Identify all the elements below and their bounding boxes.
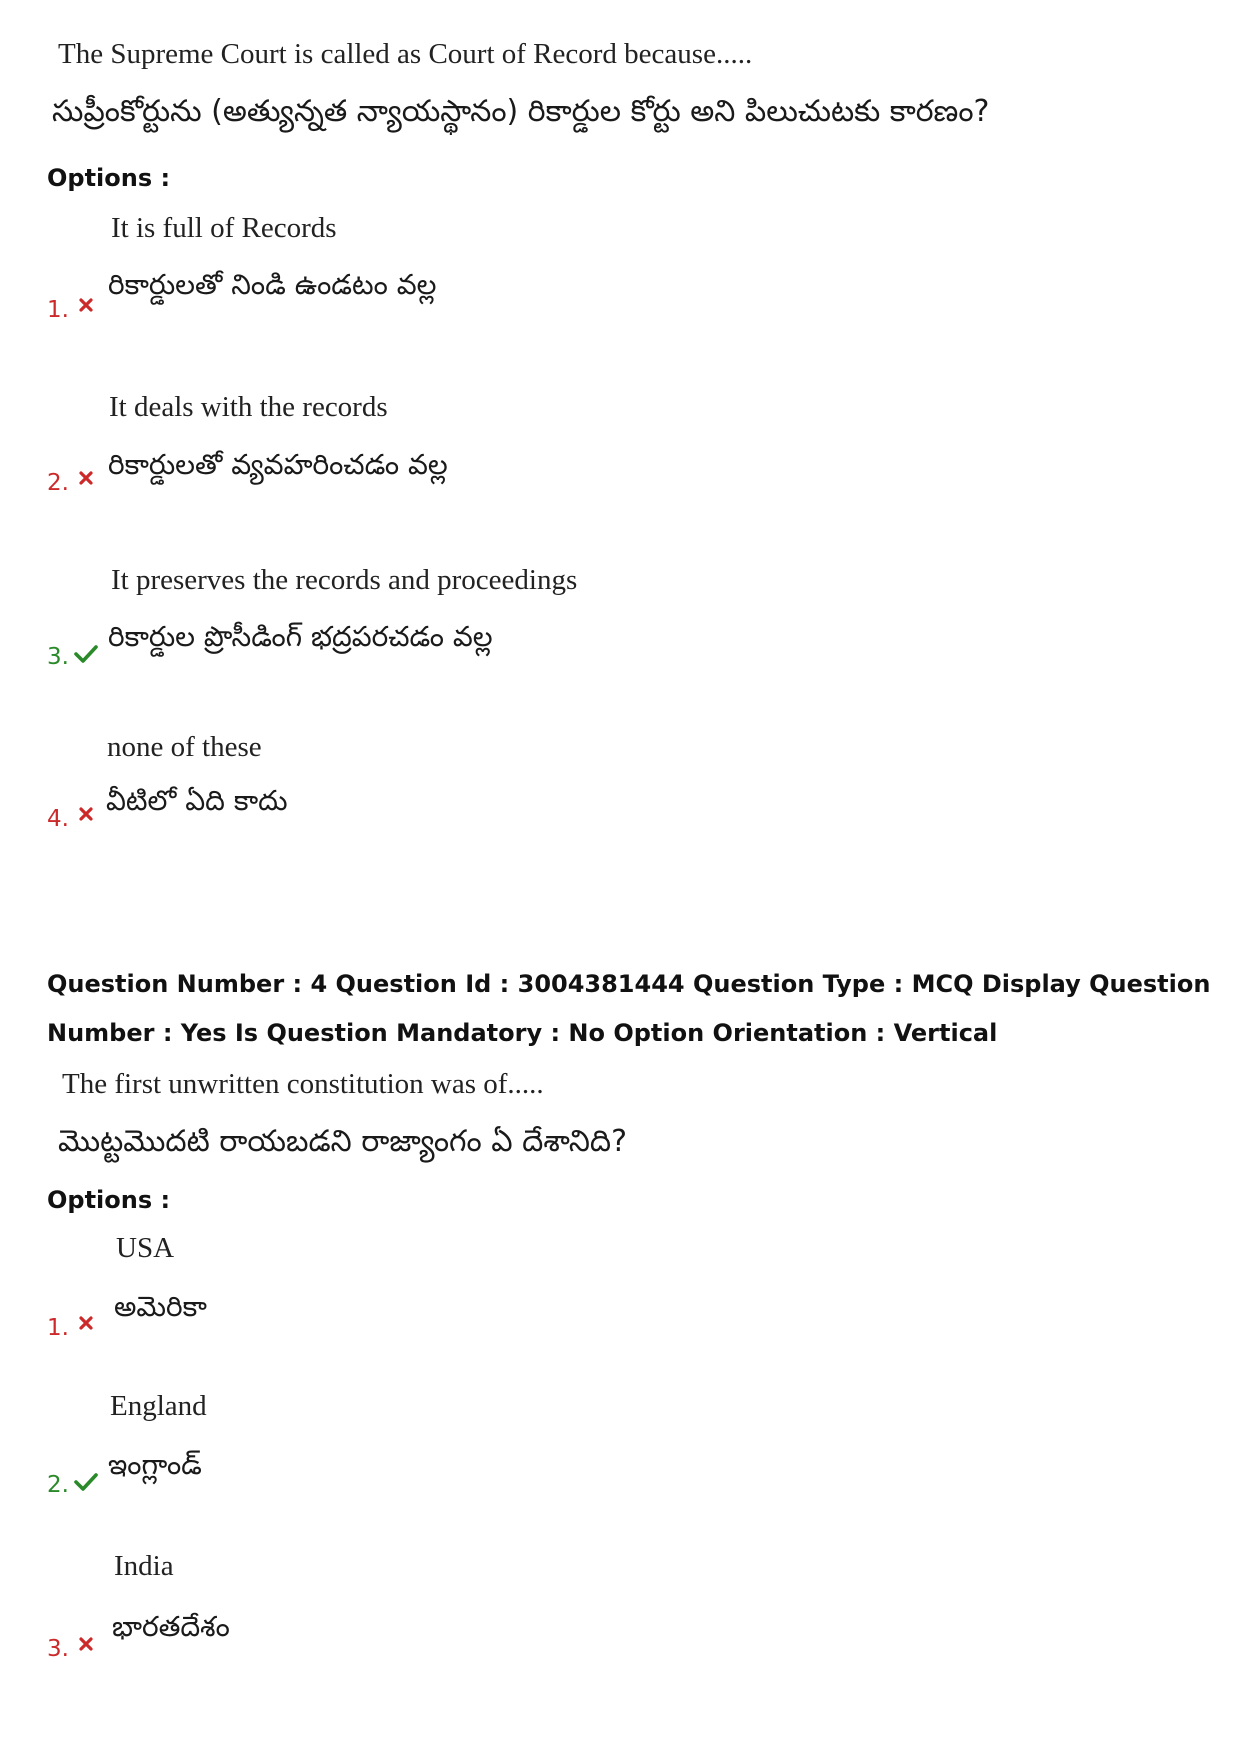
cross-icon bbox=[78, 1636, 94, 1652]
option-text-te: రికార్డులతో నిండి ఉండటం వల్ల bbox=[108, 268, 437, 301]
option-text-en: It is full of Records bbox=[111, 212, 337, 244]
option-text-en: It deals with the records bbox=[109, 391, 388, 423]
option-text-en: England bbox=[110, 1390, 207, 1422]
cross-icon bbox=[78, 1315, 94, 1331]
option-number: 4. bbox=[47, 806, 69, 832]
option-text-en: India bbox=[114, 1550, 174, 1582]
options-label: Options : bbox=[47, 164, 171, 192]
question-text-en: The Supreme Court is called as Court of Record because..... bbox=[58, 38, 753, 70]
option-number: 3. bbox=[47, 644, 69, 670]
cross-icon bbox=[78, 806, 94, 822]
option-text-en: It preserves the records and proceedings bbox=[111, 564, 578, 596]
option-text-en: USA bbox=[116, 1232, 175, 1264]
question-text-te: మొట్టమొదటి రాయబడని రాజ్యాంగం ఏ దేశానిది? bbox=[58, 1124, 628, 1159]
option-number: 2. bbox=[47, 1472, 69, 1498]
option-text-en: none of these bbox=[107, 731, 262, 763]
cross-icon bbox=[78, 470, 94, 486]
option-text-te: రికార్డులతో వ్యవహరించడం వల్ల bbox=[108, 448, 448, 481]
check-icon bbox=[74, 1472, 98, 1492]
option-text-te: అమెరికా bbox=[114, 1290, 207, 1323]
options-label: Options : bbox=[47, 1186, 171, 1214]
option-text-te: ఇంగ్లాండ్ bbox=[108, 1448, 202, 1481]
question-meta-line-1: Question Number : 4 Question Id : 3004381444 Question Type : MCQ Display Question bbox=[47, 970, 1211, 998]
option-text-te: భారతదేశం bbox=[112, 1610, 230, 1643]
option-number: 1. bbox=[47, 1315, 69, 1341]
option-number: 2. bbox=[47, 470, 69, 496]
question-text-en: The first unwritten constitution was of..... bbox=[62, 1068, 544, 1100]
cross-icon bbox=[78, 297, 94, 313]
option-text-te: రికార్డుల ప్రొసీడింగ్ భద్రపరచడం వల్ల bbox=[108, 620, 493, 653]
check-icon bbox=[74, 644, 98, 664]
question-meta-line-2: Number : Yes Is Question Mandatory : No Option Orientation : Vertical bbox=[47, 1019, 998, 1047]
option-number: 1. bbox=[47, 297, 69, 323]
option-number: 3. bbox=[47, 1636, 69, 1662]
question-text-te: సుప్రీంకోర్టును (అత్యున్నత న్యాయస్థానం) రికార్డుల కోర్టు అని పిలుచుటకు కారణం? bbox=[52, 94, 990, 129]
option-text-te: వీటిలో ఏది కాదు bbox=[106, 784, 288, 817]
